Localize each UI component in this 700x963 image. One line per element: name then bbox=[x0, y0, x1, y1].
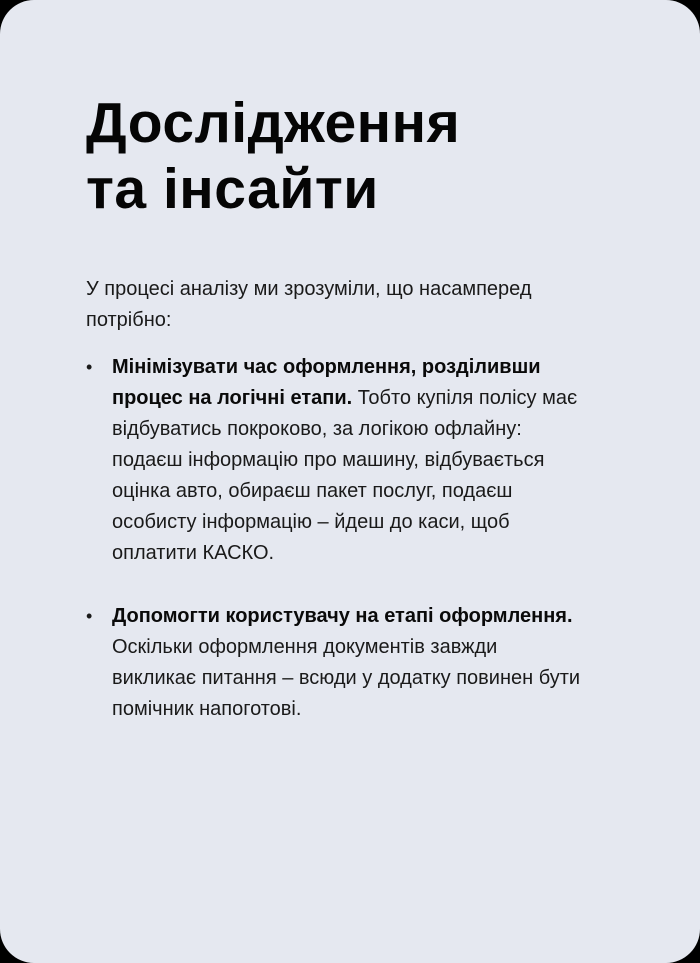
title-line-1: Дослідження bbox=[86, 91, 461, 155]
list-item-text: Тобто купіля полісу має відбуватись покроково, за логікою офлайну: подаєш інформацію про машину, відбувається оцінка авто, обираєш пакет послуг, подаєш особисту інформацію – йдеш до каси, щоб оплатити КАСКО. bbox=[112, 387, 578, 564]
list-item bbox=[86, 352, 586, 569]
list-item bbox=[86, 601, 586, 725]
bullet-icon: • bbox=[86, 357, 93, 377]
intro-paragraph: У процесі аналізу ми зрозуміли, що насамперед потрібно: bbox=[86, 278, 532, 331]
insights-list bbox=[86, 352, 586, 757]
list-item-bold: Допомогти користувачу на етапі оформлення. bbox=[112, 605, 573, 627]
list-item-text: Оскільки оформлення документів завжди викликає питання – всюди у додатку повинен бути помічник напоготові. bbox=[112, 636, 581, 720]
page-title bbox=[86, 90, 460, 222]
title-line-2: та інсайти bbox=[86, 157, 379, 221]
list-item-bold: Мінімізувати час оформлення, розділивши процес на логічні етапи. bbox=[112, 356, 541, 409]
bullet-icon: • bbox=[86, 606, 93, 626]
